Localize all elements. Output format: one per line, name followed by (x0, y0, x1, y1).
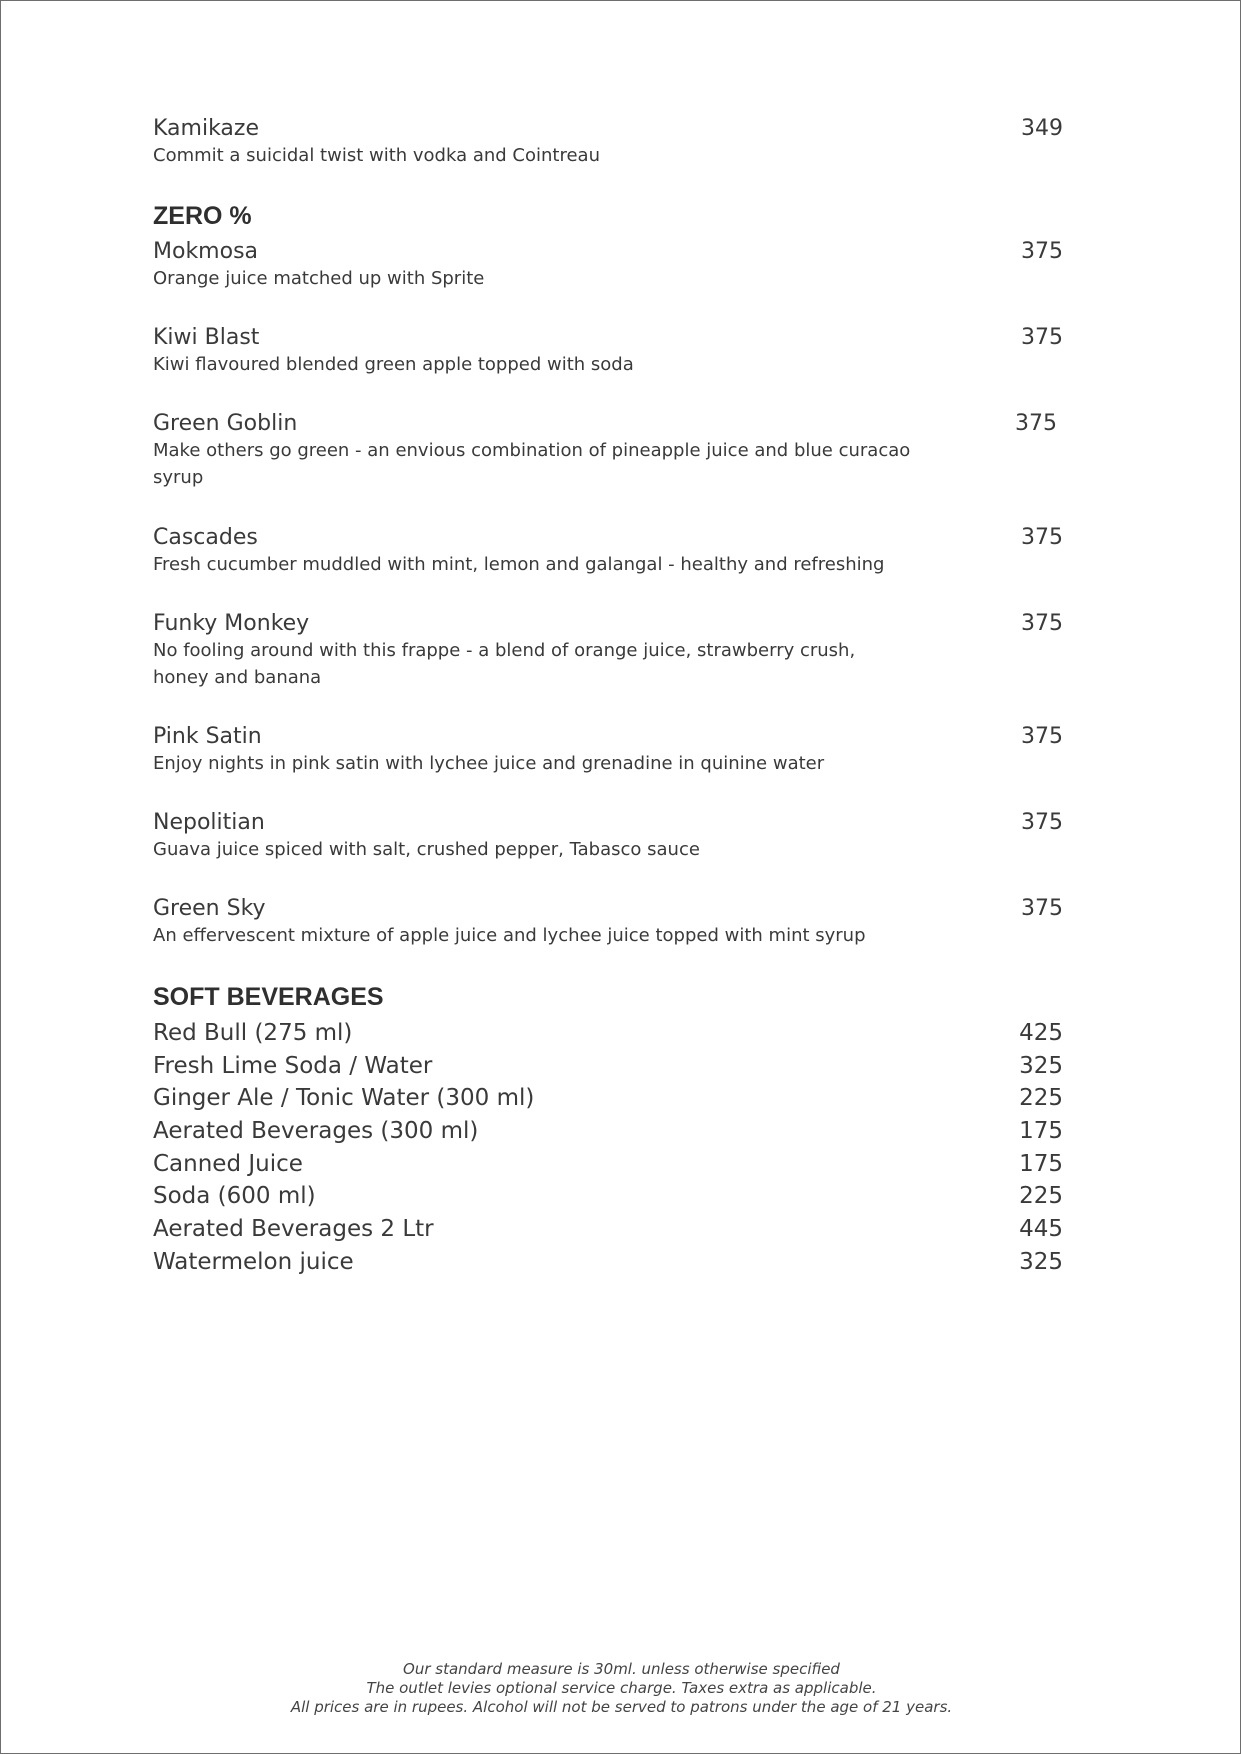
item-price: 325 (1019, 1248, 1063, 1275)
menu-item-green-goblin (153, 411, 1063, 491)
item-name: Ginger Ale / Tonic Water (300 ml) (153, 1085, 535, 1112)
item-name: Pink Satin (153, 724, 262, 749)
footer-line-measure: Our standard measure is 30ml. unless otherwise specified (403, 1660, 840, 1678)
item-name: Soda (600 ml) (153, 1183, 316, 1210)
item-price: 375 (1021, 525, 1063, 550)
menu-item-kiwi-blast (153, 325, 1063, 378)
item-price: 375 (1021, 724, 1063, 749)
item-description: An effervescent mixture of apple juice and lychee juice topped with mint syrup (153, 925, 866, 946)
item-name: Funky Monkey (153, 611, 310, 636)
list-item (153, 1149, 1063, 1182)
list-item (153, 1214, 1063, 1247)
menu-item-green-sky (153, 896, 1063, 949)
item-name: Green Goblin (153, 411, 298, 436)
item-name: Fresh Lime Soda / Water (153, 1052, 433, 1079)
menu-item-funky-monkey (153, 611, 1063, 691)
item-description: Commit a suicidal twist with vodka and Cointreau (153, 145, 600, 166)
item-price: 375 (1021, 810, 1063, 835)
item-description: Make others go green - an envious combination of pineapple juice and blue curacao syrup (153, 440, 911, 488)
item-price: 175 (1019, 1150, 1063, 1177)
item-price: 225 (1019, 1085, 1063, 1112)
item-price: 375 (1021, 325, 1063, 350)
item-description: No fooling around with this frappe - a blend of orange juice, strawberry crush, honey and banana (153, 640, 856, 688)
item-name: Mokmosa (153, 239, 259, 264)
item-price: 349 (1021, 116, 1063, 141)
menu-item-kamikaze (153, 116, 1063, 169)
menu-item-cascades (153, 525, 1063, 578)
item-name: Canned Juice (153, 1150, 303, 1177)
menu-item-mokmosa (153, 239, 1063, 292)
list-item (153, 1247, 1063, 1280)
item-price: 375 (1015, 411, 1057, 436)
item-description: Enjoy nights in pink satin with lychee juice and grenadine in quinine water (153, 753, 825, 774)
item-description: Kiwi flavoured blended green apple topped with soda (153, 354, 634, 375)
item-name: Cascades (153, 525, 258, 550)
list-item (153, 1116, 1063, 1149)
item-price: 375 (1021, 239, 1063, 264)
list-item (153, 1018, 1063, 1051)
item-name: Green Sky (153, 896, 266, 921)
soft-beverages-list (153, 1018, 1063, 1280)
menu-item-nepolitian (153, 810, 1063, 863)
item-price: 375 (1021, 896, 1063, 921)
item-price: 425 (1019, 1020, 1063, 1046)
item-name: Aerated Beverages 2 Ltr (153, 1216, 434, 1243)
item-name: Kiwi Blast (153, 325, 260, 350)
item-name: Aerated Beverages (300 ml) (153, 1118, 479, 1145)
item-name: Kamikaze (153, 116, 259, 141)
footer-notes (1, 1660, 1241, 1717)
menu-item-pink-satin (153, 724, 1063, 777)
list-item (153, 1051, 1063, 1084)
section-heading-zero: ZERO % (153, 202, 252, 230)
list-item (153, 1181, 1063, 1214)
item-name: Red Bull (275 ml) (153, 1020, 353, 1046)
item-price: 445 (1019, 1216, 1063, 1243)
list-item (153, 1083, 1063, 1116)
item-price: 325 (1019, 1052, 1063, 1079)
item-name: Nepolitian (153, 810, 265, 835)
item-description: Fresh cucumber muddled with mint, lemon and galangal - healthy and refreshing (153, 554, 885, 575)
footer-line-service-charge: The outlet levies optional service charge. Taxes extra as applicable. (366, 1679, 877, 1697)
item-description: Guava juice spiced with salt, crushed pepper, Tabasco sauce (153, 839, 700, 860)
section-heading-soft-beverages: SOFT BEVERAGES (153, 983, 384, 1011)
item-name: Watermelon juice (153, 1248, 354, 1275)
item-price: 175 (1019, 1118, 1063, 1145)
item-price: 375 (1021, 611, 1063, 636)
item-price: 225 (1019, 1183, 1063, 1210)
footer-line-pricing: All prices are in rupees. Alcohol will not be served to patrons under the age of 21 years. (290, 1698, 953, 1716)
item-description: Orange juice matched up with Sprite (153, 268, 485, 289)
